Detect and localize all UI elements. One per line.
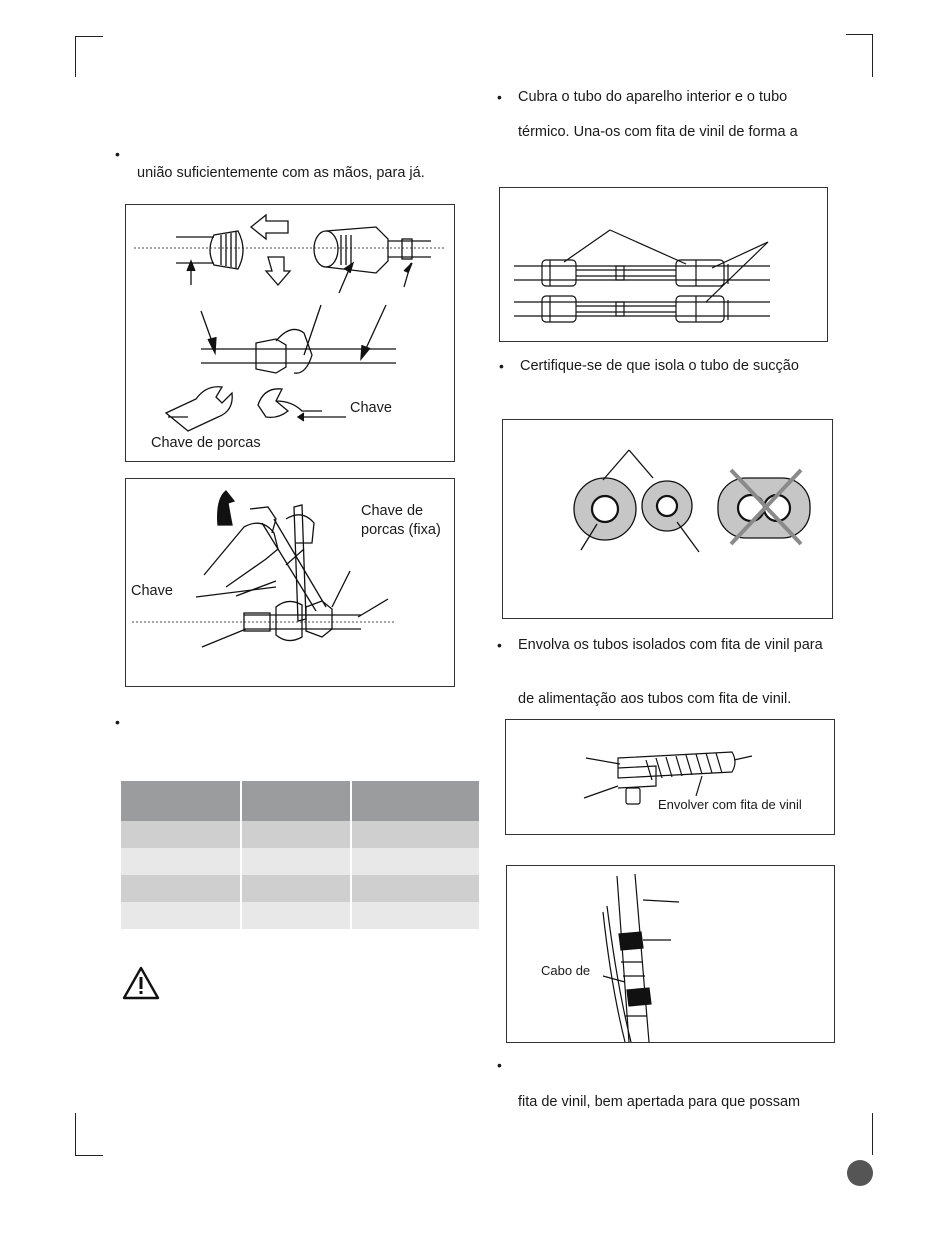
crop-mark-bottom-right-v	[872, 1113, 873, 1155]
bullet-marker: •	[115, 146, 120, 162]
flare-connection-drawing	[126, 205, 454, 461]
crop-mark-top-right-v	[872, 34, 873, 77]
insulation-sections-drawing	[503, 420, 832, 618]
table-cell	[241, 821, 351, 848]
table-header-cell	[241, 781, 351, 821]
table-header-cell	[351, 781, 479, 821]
crop-mark-bottom-left-h	[75, 1155, 103, 1156]
power-cable-label: Cabo de	[541, 963, 591, 978]
figure-cable-taping	[506, 865, 835, 1043]
table-cell	[241, 902, 351, 929]
table-header-cell	[121, 781, 241, 821]
table-cell	[351, 875, 479, 902]
crop-mark-top-left-v	[75, 36, 76, 77]
bullet-marker: •	[497, 89, 502, 105]
paragraph-line: Cubra o tubo do aparelho interior e o tubo	[518, 89, 788, 105]
torque-table	[121, 781, 479, 929]
table-cell	[351, 848, 479, 875]
bullet-marker: •	[497, 1057, 502, 1073]
crop-mark-bottom-left-v	[75, 1113, 76, 1155]
figure-pipe-insulation	[499, 187, 828, 342]
table-row	[121, 902, 479, 929]
paragraph-line: Certifique-se de que isola o tubo de sucção	[520, 358, 799, 374]
figure-vinyl-wrapping	[505, 719, 835, 835]
crop-mark-top-right-h	[846, 34, 873, 35]
table-cell	[351, 821, 479, 848]
bullet-marker: •	[497, 637, 502, 653]
table-cell	[121, 875, 241, 902]
table-cell	[351, 902, 479, 929]
figure-insulation-sections	[502, 419, 833, 619]
paragraph-line: fita de vinil, bem apertada para que possam	[518, 1094, 801, 1110]
table-row	[121, 821, 479, 848]
table-cell	[121, 821, 241, 848]
crop-mark-top-left-h	[75, 36, 103, 37]
table-cell	[121, 902, 241, 929]
table-row	[121, 875, 479, 902]
cable-taping-drawing	[507, 866, 834, 1042]
fixed-spanner-label-line1: Chave de	[361, 503, 424, 519]
bullet-marker: •	[499, 358, 504, 374]
wrench-label: Chave	[131, 583, 173, 599]
pipe-insulation-drawing	[500, 188, 827, 341]
table-cell	[241, 875, 351, 902]
fixed-spanner-label-line2: porcas (fixa)	[361, 522, 441, 538]
paragraph-line: de alimentação aos tubos com fita de vinil.	[518, 691, 792, 707]
wrap-vinyl-label: Envolver com fita de vinil	[658, 797, 802, 812]
vinyl-wrapping-drawing	[506, 720, 834, 834]
paragraph-line: Envolva os tubos isolados com fita de vinil para	[518, 637, 823, 653]
paragraph-line: união suficientemente com as mãos, para já.	[137, 165, 425, 181]
paragraph-line: térmico. Una-os com fita de vinil de forma a	[518, 124, 798, 140]
table-cell	[121, 848, 241, 875]
table-cell	[241, 848, 351, 875]
wrench-label: Chave	[350, 400, 392, 416]
figure-flare-connection	[125, 204, 455, 462]
warning-triangle-icon	[122, 966, 160, 1000]
bullet-marker: •	[115, 714, 120, 730]
table-header-row	[121, 781, 479, 821]
figure-tightening	[125, 478, 455, 687]
table-row	[121, 848, 479, 875]
spanner-label: Chave de porcas	[151, 435, 261, 451]
page-number-badge	[847, 1160, 873, 1186]
